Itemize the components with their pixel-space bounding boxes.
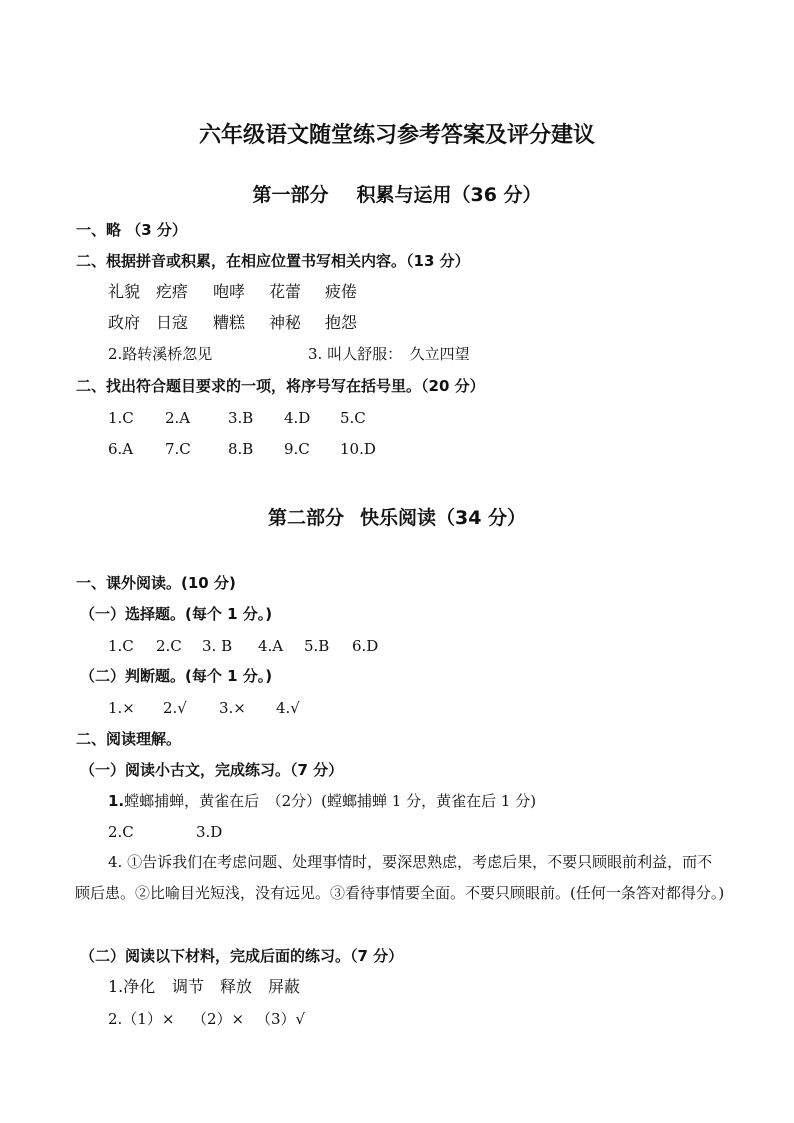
part1-name: 积累与运用（36 分） [356, 184, 542, 206]
choice-answer: 2.C [156, 637, 182, 655]
choice-answer: 7.C [165, 440, 191, 458]
word: 释放 [220, 977, 253, 996]
choice-answer: 9.C [284, 440, 310, 458]
choice-answer: 5.B [304, 637, 330, 655]
choice-row-1 [108, 408, 366, 428]
choice-answer: 1.C [108, 409, 134, 427]
reading1-heading: 一、课外阅读。(10 分) [76, 574, 236, 592]
word: 1.净化 [108, 977, 156, 996]
word: 神秘 [269, 313, 302, 332]
judgement-answer: （2）× [192, 1010, 245, 1028]
answer-3: 3. 叫人舒服： 久立四望 [308, 345, 470, 363]
word: 疲倦 [325, 282, 358, 301]
reading2-a-answers-23 [108, 822, 222, 842]
choice-answer: 2.C [108, 823, 134, 841]
judgement-answer: 2.（1）× [108, 1010, 175, 1028]
word: 咆哮 [213, 282, 246, 301]
reading2-a-answer-1: 1.螳螂捕蝉，黄雀在后 （2分）(螳螂捕蝉 1 分，黄雀在后 1 分) [108, 792, 537, 810]
choice-answer: 10.D [340, 440, 376, 458]
choice-answer: 4.D [284, 409, 311, 427]
reading2-b-heading: （二）阅读以下材料，完成后面的练习。（7 分） [80, 947, 404, 965]
choice-answer: 4.A [258, 637, 284, 655]
judgement-answer: （3）√ [256, 1010, 306, 1028]
choice-answer: 6.D [352, 637, 379, 655]
judgement-answer: 3.× [219, 699, 246, 717]
choice-answer: 3.B [228, 409, 254, 427]
part2-heading [0, 503, 794, 530]
reading1-b-answers [108, 698, 300, 718]
document-title: 六年级语文随堂练习参考答案及评分建议 [198, 123, 595, 148]
word: 糟糕 [213, 313, 246, 332]
section2-line3 [108, 344, 470, 364]
part1-heading [0, 180, 794, 207]
part2-label: 第二部分 [267, 507, 344, 529]
choice-answer: 1.C [108, 637, 134, 655]
word: 礼貌 [108, 282, 141, 301]
section1-heading: 一、略 （3 分） [76, 221, 187, 239]
reading1-a-heading: （一）选择题。(每个 1 分。) [80, 605, 273, 623]
word-row-1 [108, 282, 357, 302]
choice-answer: 8.B [228, 440, 254, 458]
answer-2: 2.路转溪桥忽见 [108, 345, 213, 363]
reading2-a-heading: （一）阅读小古文，完成练习。（7 分） [80, 761, 344, 779]
reading1-b-heading: （二）判断题。(每个 1 分。) [80, 667, 273, 685]
choice-answer: 3.D [196, 823, 223, 841]
choice-row-2 [108, 439, 376, 459]
word: 屏蔽 [268, 977, 301, 996]
word: 花蕾 [269, 282, 302, 301]
reading2-b-answer-1 [108, 977, 300, 997]
word: 政府 [108, 313, 141, 332]
part2-name: 快乐阅读（34 分） [359, 507, 527, 529]
judgement-answer: 4.√ [276, 699, 300, 717]
section2-heading: 二、根据拼音或积累，在相应位置书写相关内容。（13 分） [76, 252, 470, 270]
section3-heading: 二、找出符合题目要求的一项，将序号写在括号里。（20 分） [76, 377, 485, 395]
reading1-a-answers [108, 636, 378, 656]
choice-answer: 6.A [108, 440, 134, 458]
judgement-answer: 2.√ [163, 699, 187, 717]
reading2-b-answer-2 [108, 1009, 305, 1029]
word: 调节 [172, 977, 205, 996]
choice-answer: 3. B [202, 637, 233, 655]
word: 疙瘩 [156, 282, 189, 301]
word-row-2 [108, 313, 357, 333]
word: 日寇 [156, 313, 189, 332]
word: 抱怨 [325, 313, 358, 332]
choice-answer: 2.A [165, 409, 191, 427]
judgement-answer: 1.× [108, 699, 135, 717]
part1-label: 第一部分 [252, 184, 329, 206]
reading2-a-answer-4: 4. ①告诉我们在考虑问题、处理事情时，要深思熟虑，考虑后果，不要只顾眼前利益，而不顾后患。②比喻目光短浅，没有远见。③看待事情要全面。不要只顾眼前。(任何一条答对都得分。) [75, 853, 725, 902]
choice-answer: 5.C [340, 409, 366, 427]
reading2-heading: 二、阅读理解。 [76, 730, 182, 748]
